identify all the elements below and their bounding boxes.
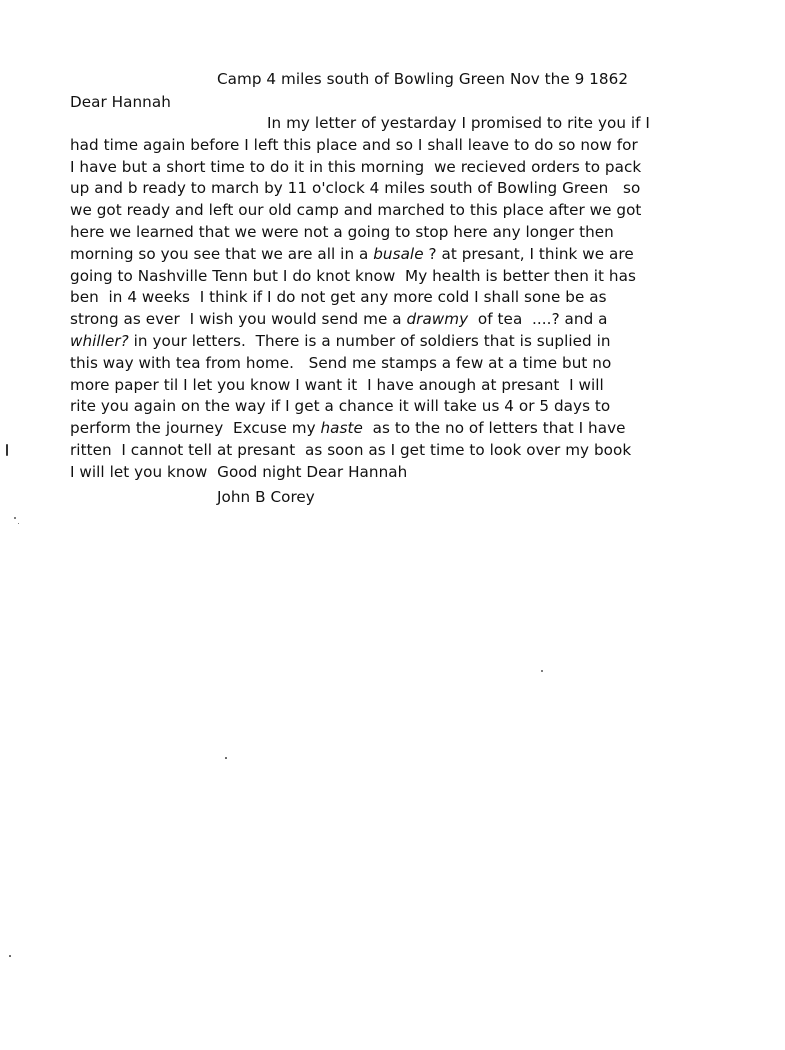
letter-body-line: [70, 440, 720, 462]
text-segment: I have but a short time to do it in this morning we recieved orders to pack: [70, 157, 642, 176]
letter-body: [70, 113, 720, 484]
italic-word: drawmy: [406, 310, 469, 329]
italic-word: busale: [373, 244, 424, 263]
letter-body-line: [70, 287, 720, 309]
text-segment: had time again before I left this place and so I shall leave to do so now for: [70, 135, 638, 154]
text-segment: ritten I cannot tell at presant as soon as I get time to look over my book: [70, 440, 632, 459]
text-segment: more paper til I let you know I want it I have anough at presant I will: [70, 375, 604, 394]
letter-body-line: [70, 113, 720, 135]
letter-salutation: Dear Hannah: [70, 93, 171, 111]
text-segment: rite you again on the way if I get a chance it will take us 4 or 5 days to: [70, 397, 611, 416]
text-segment: strong as ever I wish you would send me a: [70, 310, 407, 329]
text-segment: ben in 4 weeks I think if I do not get any more cold I shall sone be as: [70, 288, 607, 307]
text-segment: as to the no of letters that I have: [362, 419, 626, 438]
letter-body-line: [70, 222, 720, 244]
letter-body-line: [70, 135, 720, 157]
letter-body-line: [70, 309, 720, 331]
text-segment: morning so you see that we are all in a: [70, 244, 374, 263]
letter-body-line: [70, 462, 720, 484]
letter-body-line: [70, 396, 720, 418]
letter-body-line: [70, 266, 720, 288]
italic-word: haste: [320, 419, 363, 438]
text-segment: this way with tea from home. Send me stamps a few at a time but no: [70, 353, 612, 372]
text-segment: of tea ....? and a: [468, 310, 608, 329]
text-segment: up and b ready to march by 11 o'clock 4 miles south of Bowling Green so: [70, 179, 641, 198]
letter-body-line: [70, 375, 720, 397]
text-segment: we got ready and left our old camp and marched to this place after we got: [70, 201, 642, 220]
text-segment: going to Nashville Tenn but I do knot know My health is better then it has: [70, 266, 636, 285]
letter-body-line: [70, 157, 720, 179]
letter-body-line: [70, 418, 720, 440]
letter-body-line: [70, 353, 720, 375]
text-segment: perform the journey Excuse my: [70, 419, 321, 438]
letter-body-line: [70, 200, 720, 222]
text-segment: ? at presant, I think we are: [423, 244, 634, 263]
text-segment: In my letter of yestarday I promised to rite you if I: [267, 114, 650, 132]
letter-signature: John B Corey: [217, 488, 315, 506]
letter-body-line: [70, 244, 720, 266]
letter-body-line: [70, 178, 720, 200]
letter-heading: Camp 4 miles south of Bowling Green Nov the 9 1862: [217, 70, 629, 88]
text-segment: I will let you know Good night Dear Hannah: [70, 462, 408, 481]
text-segment: here we learned that we were not a going to stop here any longer then: [70, 222, 614, 241]
italic-word: whiller?: [70, 331, 129, 350]
letter-body-line: [70, 331, 720, 353]
text-segment: in your letters. There is a number of soldiers that is suplied in: [128, 331, 611, 350]
